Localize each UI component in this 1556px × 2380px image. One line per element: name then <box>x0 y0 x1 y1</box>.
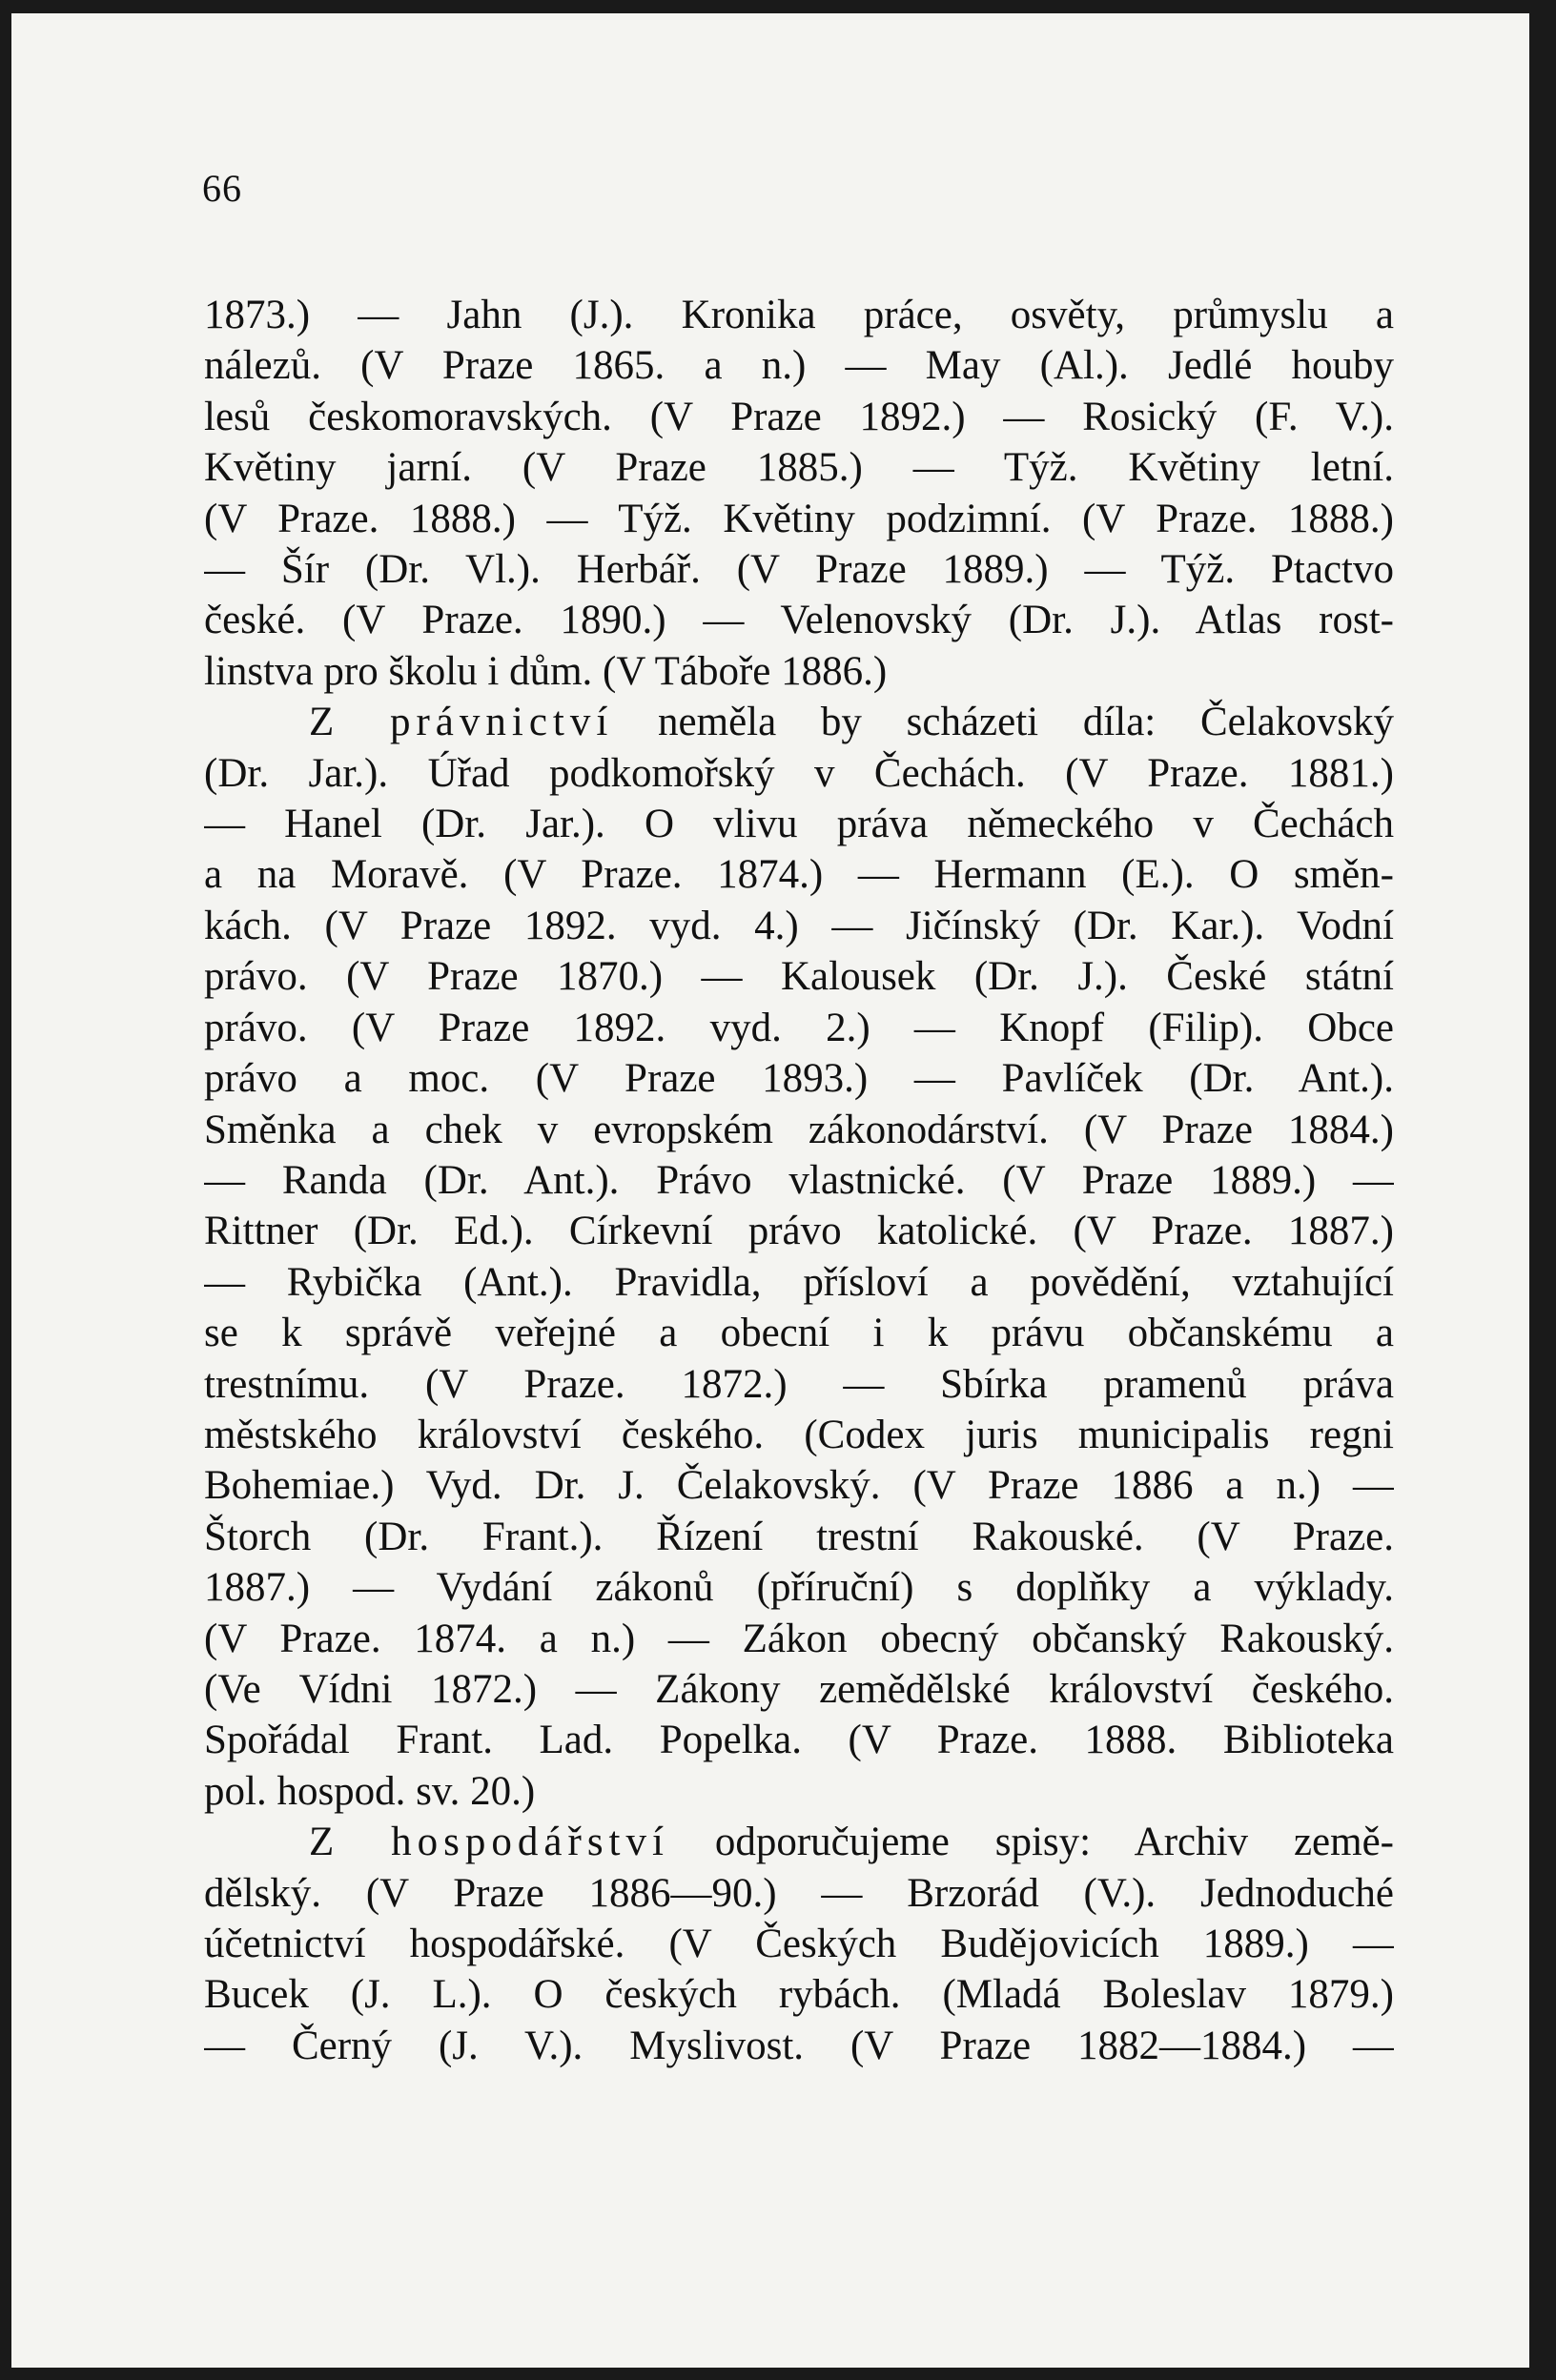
text-line: 1887.) — Vydání zákonů (příruční) s doplňky a výklady. <box>204 1565 1394 1611</box>
text-line: — Randa (Dr. Ant.). Právo vlastnické. (V Praze 1889.) — <box>204 1157 1394 1203</box>
text-line: se k správě veřejné a obecní i k právu občanskému a <box>204 1311 1394 1356</box>
text-line: Bucek (J. L.). O českých rybách. (Mladá Boleslav 1879.) <box>204 1972 1394 2018</box>
text-line <box>204 697 1394 747</box>
paragraph-law <box>204 697 1394 1817</box>
book-page <box>11 13 1529 2368</box>
text-line-rest: neměla by scházeti díla: Čelakovský <box>613 700 1394 745</box>
text-line: Rittner (Dr. Ed.). Církevní právo katolické. (V Praze. 1887.) <box>204 1209 1394 1254</box>
text-line: (V Praze. 1888.) — Týž. Květiny podzimní. (V Praze. 1888.) <box>204 496 1394 541</box>
section-lead-law: Z právnictví <box>309 700 614 745</box>
text-line-rest: odporučujeme spisy: Archiv země- <box>668 1820 1394 1865</box>
text-line: Spořádal Frant. Lad. Popelka. (V Praze. 1888. Biblioteka <box>204 1718 1394 1763</box>
paragraph-agriculture <box>204 1817 1394 2071</box>
text-line: Květiny jarní. (V Praze 1885.) — Týž. Květiny letní. <box>204 445 1394 491</box>
text-line: právo. (V Praze 1870.) — Kalousek (Dr. J.). České státní <box>204 954 1394 1000</box>
text-line: právo. (V Praze 1892. vyd. 2.) — Knopf (Filip). Obce <box>204 1005 1394 1050</box>
text-line: — Černý (J. V.). Myslivost. (V Praze 1882—1884.) — <box>204 2023 1394 2068</box>
text-line: — Rybička (Ant.). Pravidla, přísloví a povědění, vztahující <box>204 1259 1394 1305</box>
text-line: účetnictví hospodářské. (V Českých Budějovicích 1889.) — <box>204 1922 1394 1966</box>
text-line: právo a moc. (V Praze 1893.) — Pavlíček (Dr. Ant.). <box>204 1056 1394 1102</box>
text-line: české. (V Praze. 1890.) — Velenovský (Dr. J.). Atlas rost- <box>204 598 1394 643</box>
text-line <box>204 1817 1394 1867</box>
section-lead-agriculture: Z hospodářství <box>309 1820 669 1865</box>
text-line: — Šír (Dr. Vl.). Herbář. (V Praze 1889.) — Týž. Ptactvo <box>204 547 1394 593</box>
text-line: (V Praze. 1874. a n.) — Zákon obecný občanský Rakouský. <box>204 1616 1394 1661</box>
text-line: (Ve Vídni 1872.) — Zákony zemědělské království českého. <box>204 1666 1394 1712</box>
text-line: Štorch (Dr. Frant.). Řízení trestní Rakouské. (V Praze. <box>204 1514 1394 1559</box>
bibliography-text <box>204 290 1394 2071</box>
text-line: linstva pro školu i dům. (V Táboře 1886.) <box>204 648 888 694</box>
text-line: městského království českého. (Codex juris municipalis regni <box>204 1412 1394 1457</box>
text-line: 1873.) — Jahn (J.). Kronika práce, osvěty, průmyslu a <box>204 293 1394 337</box>
text-line: lesů českomoravských. (V Praze 1892.) — Rosický (F. V.). <box>204 394 1394 439</box>
text-line: dělský. (V Praze 1886—90.) — Brzorád (V.). Jednoduché <box>204 1870 1394 1916</box>
text-line: pol. hospod. sv. 20.) <box>204 1768 536 1814</box>
text-line: nálezů. (V Praze 1865. a n.) — May (Al.). Jedlé houby <box>204 343 1394 389</box>
text-line: — Hanel (Dr. Jar.). O vlivu práva německého v Čechách <box>204 802 1394 847</box>
text-line: Bohemiae.) Vyd. Dr. J. Čelakovský. (V Praze 1886 a n.) — <box>204 1463 1394 1509</box>
text-line: kách. (V Praze 1892. vyd. 4.) — Jičínský (Dr. Kar.). Vodní <box>204 903 1394 948</box>
text-line: Směnka a chek v evropském zákonodárství. (V Praze 1884.) <box>204 1107 1394 1152</box>
text-line: a na Moravě. (V Praze. 1874.) — Hermann (E.). O směn- <box>204 852 1394 898</box>
text-line: trestnímu. (V Praze. 1872.) — Sbírka pramenů práva <box>204 1361 1394 1407</box>
text-line: (Dr. Jar.). Úřad podkomořský v Čechách. (V Praze. 1881.) <box>204 750 1394 796</box>
paragraph-natural-sciences <box>204 290 1394 697</box>
page-number: 66 <box>202 167 242 210</box>
